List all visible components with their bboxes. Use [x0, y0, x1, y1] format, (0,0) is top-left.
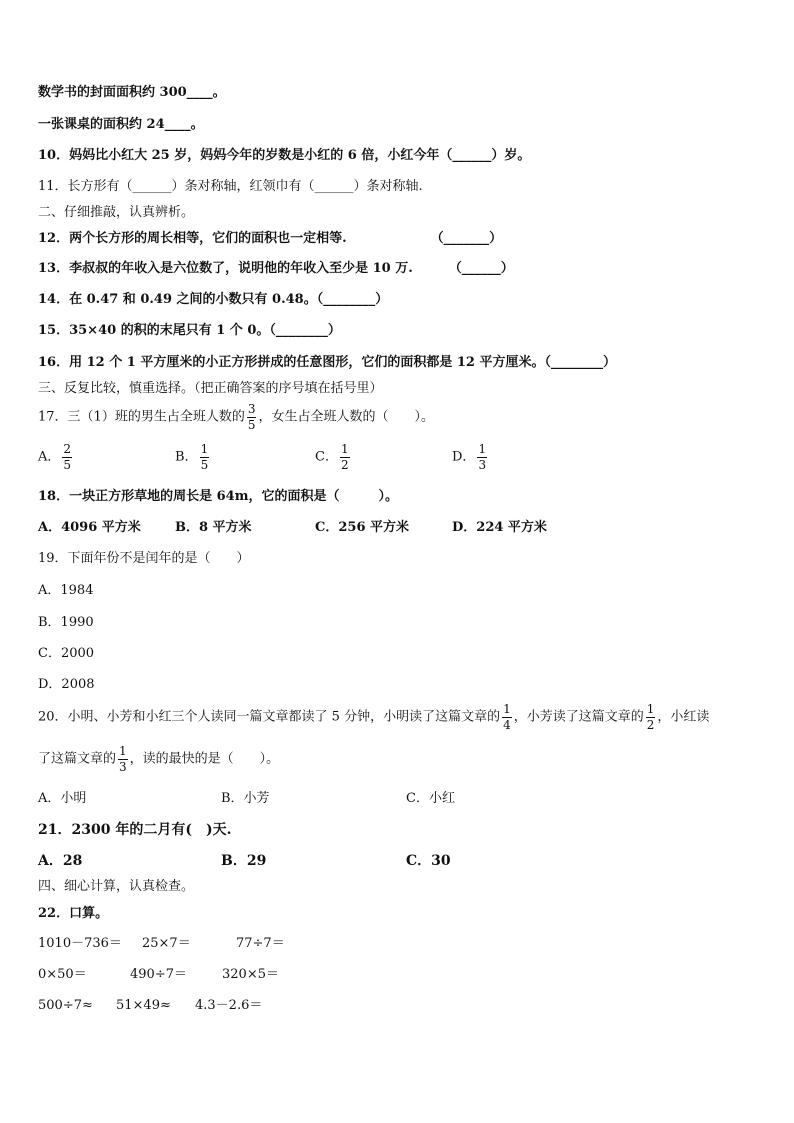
oral-item: 320×5＝ [222, 967, 279, 982]
section-4-heading: 四、细心计算，认真检查。 [38, 879, 195, 894]
q18-option-c: C．256 平方米 [315, 520, 410, 535]
fraction-one-quarter: $\frac{1}{4}$ [503, 702, 511, 732]
section-3-heading: 三、反复比较，慎重选择。（把正确答案的序号填在括号里） [38, 381, 383, 396]
oral-item: 1010－736＝ [38, 936, 122, 951]
q17-option-c: C． $\frac{1}{2}$ [315, 442, 349, 472]
oral-item: 500÷7≈ [38, 998, 93, 1013]
question-15: 15．35×40 的积的末尾只有 1 个 0。（________） [38, 323, 341, 338]
q19-option-d: D．2008 [38, 677, 95, 692]
question-20-line-2: 了这篇文章的 $\frac{1}{3}$ ，读的最快的是（ ）。 [38, 744, 280, 774]
question-12-text: 12．两个长方形的周长相等，它们的面积也一定相等. [38, 231, 347, 246]
question-12-bracket: （_______） [430, 231, 503, 246]
question-19: 19．下面年份不是闰年的是（ ） [38, 551, 250, 566]
q19-option-c: C．2000 [38, 646, 95, 661]
question-21: 21．2300 年的二月有( )天. [38, 822, 232, 838]
q21-option-c: C．30 [406, 853, 451, 869]
oral-item: 490÷7＝ [130, 967, 187, 982]
q18-option-d: D．224 平方米 [452, 520, 547, 535]
q20-option-a: A．小明 [38, 791, 87, 806]
line-desk-area: 一张课桌的面积约 24____。 [38, 117, 204, 132]
question-20-line-1: 20．小明、小芳和小红三个人读同一篇文章都读了 5 分钟，小明读了这篇文章的 $\frac{1}{4}$ ，小芳读了这篇文章的 $\frac{1}{2}$ ，小红读 [38, 702, 710, 732]
q20-option-c: C．小红 [406, 791, 455, 806]
oral-item: 51×49≈ [116, 998, 171, 1013]
q19-option-a: A．1984 [38, 583, 94, 598]
question-13-text: 13．李叔叔的年收入是六位数了，说明他的年收入至少是 10 万. [38, 261, 413, 276]
question-12 [38, 232, 502, 245]
q17-option-b: B． $\frac{1}{5}$ [175, 442, 209, 472]
q18-option-a: A．4096 平方米 [38, 520, 141, 535]
fraction-one-half: $\frac{1}{2}$ [646, 702, 655, 732]
question-16: 16．用 12 个 1 平方厘米的小正方形拼成的任意图形，它们的面积都是 12 平方厘米。（________） [38, 355, 616, 370]
question-17 [38, 403, 434, 431]
q21-option-b: B．29 [221, 853, 267, 869]
oral-item: 25×7＝ [142, 936, 191, 951]
q21-option-a: A．28 [38, 853, 83, 869]
question-13 [38, 262, 514, 275]
oral-item: 77÷7＝ [236, 936, 285, 951]
q17-option-a: A． $\frac{2}{5}$ [38, 442, 72, 472]
question-17-suffix: ，女生占全班人数的（ ）。 [258, 409, 434, 425]
oral-item: 0×50＝ [38, 967, 87, 982]
q18-option-b: B．8 平方米 [175, 520, 252, 535]
q19-option-b: B．1990 [38, 615, 94, 630]
fraction-three-fifths: $\frac{3}{5}$ [247, 402, 256, 432]
section-2-heading: 二、仔细推敲，认真辨析。 [38, 205, 195, 220]
question-22: 22．口算。 [38, 906, 109, 921]
q20-option-b: B．小芳 [221, 791, 270, 806]
oral-item: 4.3－2.6＝ [195, 998, 263, 1013]
question-13-bracket: （______） [448, 261, 514, 276]
line-book-cover-area: 数学书的封面面积约 300____。 [38, 85, 226, 100]
q17-option-d: D． $\frac{1}{3}$ [452, 442, 487, 472]
question-10: 10．妈妈比小红大 25 岁，妈妈今年的岁数是小红的 6 倍，小红今年（______）岁。 [38, 148, 531, 163]
fraction-one-third: $\frac{1}{3}$ [119, 744, 127, 774]
question-14: 14．在 0.47 和 0.49 之间的小数只有 0.48。（________） [38, 292, 389, 307]
question-11: 11．长方形有（______）条对称轴，红领巾有（______）条对称轴. [38, 179, 423, 194]
question-18: 18．一块正方形草地的周长是 64m，它的面积是（ ）。 [38, 489, 398, 504]
question-17-prefix: 17．三（1）班的男生占全班人数的 [38, 409, 245, 425]
